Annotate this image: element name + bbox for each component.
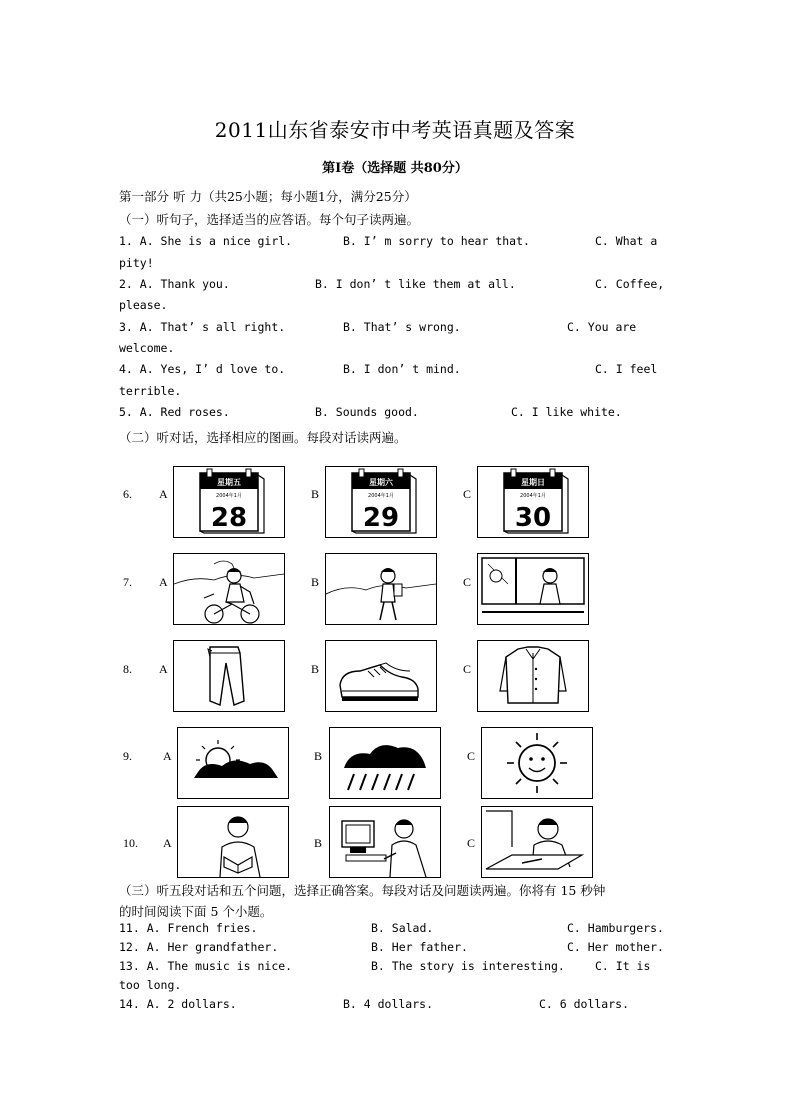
q13-option-c: C. It is: [595, 959, 651, 973]
q9-picture-b: [329, 727, 441, 799]
q13-option-a: 13. A. The music is nice.: [119, 959, 293, 973]
q1-option-b: B. I’ m sorry to hear that.: [343, 234, 530, 248]
q11-option-a: 11. A. French fries.: [119, 921, 258, 935]
computer-user-icon: [330, 807, 440, 877]
q5-option-c: C. I like white.: [511, 405, 622, 419]
q14-option-c: C. 6 dollars.: [539, 997, 630, 1011]
q9-picture-c: [481, 727, 593, 799]
boy-writing-icon: [482, 807, 592, 877]
section3-instructions-line1: （三）听五段对话和五个问题，选择正确答案。每段对话及问题读两遍。你将有 15 秒钟: [119, 883, 606, 898]
q7-number: 7.: [123, 575, 132, 589]
q12-option-c: C. Her mother.: [567, 940, 664, 954]
q7-label-a: A: [159, 575, 168, 589]
calendar-day: 28: [210, 503, 248, 533]
q7-label-b: B: [311, 575, 320, 589]
q10-picture-b: [329, 806, 441, 878]
q13-option-b: B. The story is interesting.: [371, 959, 565, 973]
q7-picture-c: [477, 553, 589, 625]
bus-passenger-icon: [478, 554, 588, 624]
sunny-icon: [482, 728, 592, 798]
q5-option-b: B. Sounds good.: [315, 405, 419, 419]
q8-label-a: A: [159, 662, 168, 676]
walking-boy-icon: [326, 554, 436, 624]
q2-option-c: C. Coffee,: [595, 277, 665, 291]
q4-option-c: C. I feel: [595, 362, 658, 376]
q8-picture-c: [477, 640, 589, 712]
q9-label-b: B: [314, 749, 323, 763]
q8-label-c: C: [463, 662, 472, 676]
q2-option-b: B. I don’ t like them at all.: [315, 277, 516, 291]
q3-option-a: 3. A. That’ s all right.: [119, 320, 286, 334]
q8-picture-b: [325, 640, 437, 712]
calendar-icon: [478, 467, 588, 537]
cyclist-icon: [174, 554, 284, 624]
calendar-month: 2004年1月: [520, 493, 546, 499]
q14-option-b: B. 4 dollars.: [343, 997, 434, 1011]
q5-option-a: 5. A. Red roses.: [119, 405, 230, 419]
calendar-month: 2004年1月: [216, 493, 242, 499]
q7-picture-b: [325, 553, 437, 625]
q10-label-a: A: [163, 836, 172, 850]
q6-number: 6.: [123, 487, 132, 501]
rain-cloud-icon: [330, 728, 440, 798]
q6-label-c: C: [463, 487, 472, 501]
q1-continuation: pity!: [119, 256, 154, 270]
q9-label-a: A: [163, 749, 172, 763]
q12-option-b: B. Her father.: [371, 940, 468, 954]
calendar-day: 30: [514, 503, 552, 533]
q8-picture-a: [173, 640, 285, 712]
calendar-month: 2004年1月: [368, 493, 394, 499]
q3-option-c: C. You are: [567, 320, 637, 334]
q14-option-a: 14. A. 2 dollars.: [119, 997, 237, 1011]
q1-option-a: 1. A. She is a nice girl.: [119, 234, 293, 248]
section-subtitle: 第Ⅰ卷（选择题 共80分）: [322, 161, 468, 176]
q9-number: 9.: [123, 749, 132, 763]
section3-instructions-line2: 的时间阅读下面 5 个小题。: [119, 904, 273, 919]
q7-picture-a: [173, 553, 285, 625]
q9-label-c: C: [467, 749, 476, 763]
q10-label-b: B: [314, 836, 323, 850]
boy-reading-icon: [178, 807, 288, 877]
q10-picture-a: [177, 806, 289, 878]
section2-instructions: （二）听对话，选择相应的图画。每段对话读两遍。: [119, 430, 407, 445]
q4-option-a: 4. A. Yes, I’ d love to.: [119, 362, 286, 376]
calendar-weekday: 星期五: [217, 478, 241, 487]
q8-number: 8.: [123, 662, 132, 676]
page-title: 2011山东省泰安市中考英语真题及答案: [214, 118, 576, 142]
calendar-icon: [174, 467, 284, 537]
q2-option-a: 2. A. Thank you.: [119, 277, 230, 291]
q2-continuation: please.: [119, 298, 168, 312]
q12-option-a: 12. A. Her grandfather.: [119, 940, 279, 954]
q4-continuation: terrible.: [119, 384, 182, 398]
q3-continuation: welcome.: [119, 341, 175, 355]
q6-label-b: B: [311, 487, 320, 501]
q10-label-c: C: [467, 836, 476, 850]
q3-option-b: B. That’ s wrong.: [343, 320, 461, 334]
calendar-day: 29: [362, 503, 400, 533]
sun-cloud-icon: [178, 728, 288, 798]
q10-picture-c: [481, 806, 593, 878]
q4-option-b: B. I don’ t mind.: [343, 362, 461, 376]
q6-picture-c: [477, 466, 589, 538]
q11-option-b: B. Salad.: [371, 921, 434, 935]
section1-instructions: （一）听句子，选择适当的应答语。每个句子读两遍。: [119, 212, 420, 227]
q10-number: 10.: [123, 836, 138, 850]
sneakers-icon: [326, 641, 436, 711]
q8-label-b: B: [311, 662, 320, 676]
calendar-weekday: 星期日: [521, 478, 545, 487]
part1-heading: 第一部分 听 力（共25小题；每小题1分，满分25分）: [119, 189, 417, 204]
calendar-icon: [326, 467, 436, 537]
q7-label-c: C: [463, 575, 472, 589]
q6-label-a: A: [159, 487, 168, 501]
q1-option-c: C. What a: [595, 234, 658, 248]
calendar-weekday: 星期六: [369, 478, 393, 487]
q9-picture-a: [177, 727, 289, 799]
q6-picture-a: [173, 466, 285, 538]
q11-option-c: C. Hamburgers.: [567, 921, 664, 935]
q13-continuation: too long.: [119, 978, 182, 992]
trousers-icon: [174, 641, 284, 711]
jacket-icon: [478, 641, 588, 711]
q6-picture-b: [325, 466, 437, 538]
